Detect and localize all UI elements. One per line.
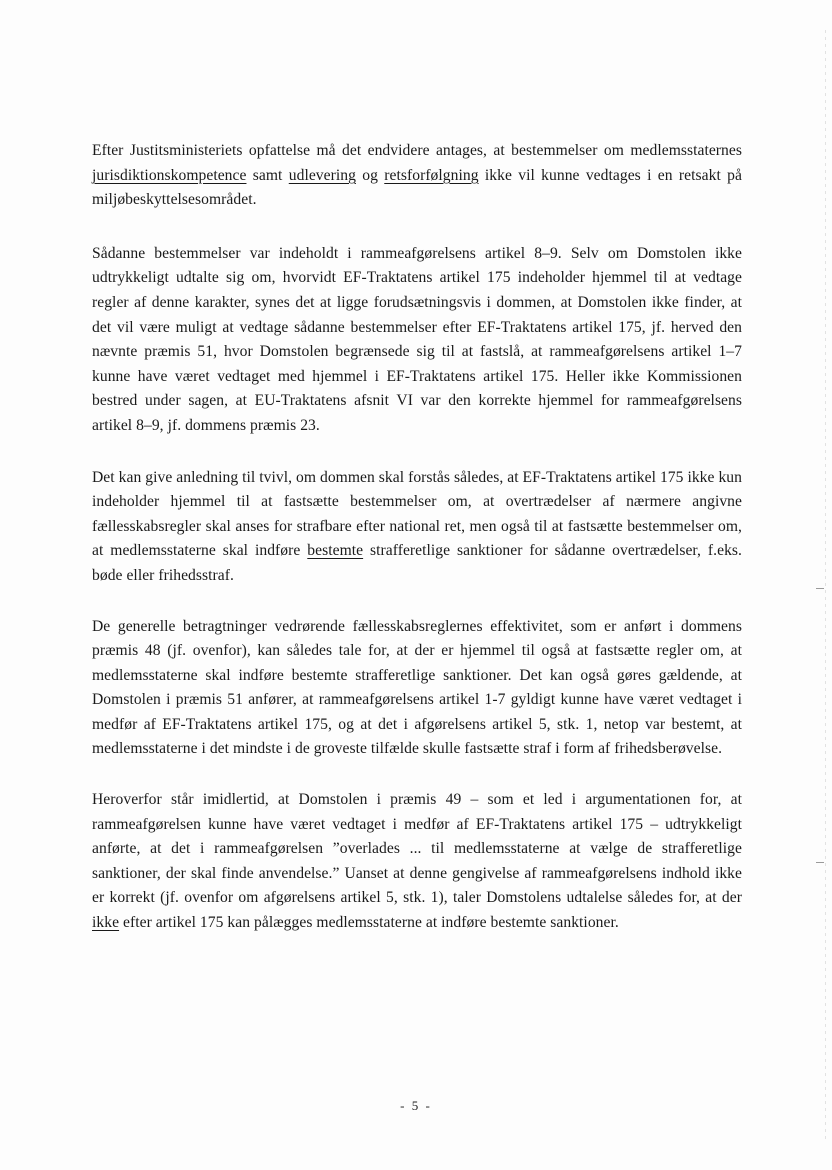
underlined-term: udlevering bbox=[288, 166, 356, 184]
text-segment: og bbox=[355, 166, 385, 184]
text-segment: efter artikel 175 kan pålægges medlemsstaterne at indføre bestemte sanktioner. bbox=[119, 914, 619, 932]
text-segment: Det kan give anledning til tvivl, om dommen skal forstås således, at EF-Traktatens artikel 175 ikke kun indeholder hjemmel til at fastsætte bestemmelser om, at overtrædelser af nærmere angivne fællesskabsregler skal anses for strafbare efter national ret, men også til at fastsætte bestemmelser om, at medlemsstaterne skal indføre bbox=[92, 468, 742, 560]
underlined-term: retsforfølgning bbox=[384, 166, 479, 184]
paragraph-3 bbox=[92, 466, 742, 589]
underlined-term: ikke bbox=[92, 914, 120, 932]
text-segment: ikke vil kunne vedtages i en retsakt på miljøbeskyttelsesområdet. bbox=[92, 166, 742, 209]
scan-mark bbox=[816, 862, 824, 863]
scan-edge-artifact bbox=[825, 30, 826, 1140]
page-number: - 5 - bbox=[400, 1098, 432, 1113]
document-body bbox=[92, 139, 742, 965]
text-segment: strafferetlige sanktioner for sådanne overtrædelser, f.eks. bøde eller frihedsstraf. bbox=[92, 542, 742, 584]
text-segment: Efter Justitsministeriets opfattelse må det endvidere antages, at bestemmelser om medlemsstaternes bbox=[92, 142, 742, 159]
text-segment: Heroverfor står imidlertid, at Domstolen i præmis 49 – som et led i argumentationen for, at rammeafgørelsen kunne have været vedtaget i medfør af EF-Traktatens artikel 175 – udtrykkeligt anførte, at det i rammeafgørelsen ”overlades ... til medlemsstaterne at vælge de strafferetlige sanktioner, der skal finde anvendelse.” Uanset at denne gengivelse af rammeafgørelsens indhold ikke er korrekt (jf. ovenfor om afgørelsens artikel 5, stk. 1), taler Domstolens udtalelse således for, at der bbox=[92, 791, 742, 907]
text-segment: Sådanne bestemmelser var indeholdt i rammeafgørelsens artikel 8–9. Selv om Domstolen ikke udtrykkeligt udtalte sig om, hvorvidt EF-Traktatens artikel 175 indeholder hjemmel til at vedtage regler af denne karakter, synes det at ligge forudsætningsvis i dommen, at Domstolen ikke finder, at det vil være muligt at vedtage sådanne bestemmelser efter EF-Traktatens artikel 175, jf. herved den nævnte præmis 51, hvor Domstolen begrænsede sig til at fastslå, at rammeafgørelsens artikel 1–7 kunne have været vedtaget med hjemmel i EF-Traktatens artikel 175. Heller ikke Kommissionen bestred under sagen, at EU-Traktatens afsnit VI var den korrekte hjemmel for rammeafgørelsens artikel 8–9, jf. dommens præmis 23. bbox=[92, 244, 742, 434]
underlined-term: jurisdiktionskompetence bbox=[92, 166, 247, 184]
text-segment: De generelle betragtninger vedrørende fællesskabsreglernes effektivitet, som er anført i dommens præmis 48 (jf. ovenfor), kan således tale for, at der er hjemmel til også at fastsætte regler om, at medlemsstaterne skal indføre bestemte strafferetlige sanktioner. Det kan også gøres gældende, at Domstolen i præmis 51 anfører, at rammeafgørelsens artikel 1-7 gyldigt kunne have været vedtaget i medfør af EF-Traktatens artikel 175, og at det i afgørelsens artikel 5, stk. 1, netop var bestemt, at medlemsstaterne i det mindste i de groveste tilfælde skulle fastsætte straf i form af frihedsberøvelse. bbox=[92, 617, 742, 758]
scan-mark bbox=[816, 588, 824, 589]
paragraph-2 bbox=[92, 242, 742, 439]
text-segment: samt bbox=[246, 166, 289, 184]
paragraph-4 bbox=[92, 615, 742, 763]
paragraph-1 bbox=[92, 139, 742, 213]
paragraph-5 bbox=[92, 788, 742, 936]
underlined-term: bestemte bbox=[307, 542, 364, 560]
